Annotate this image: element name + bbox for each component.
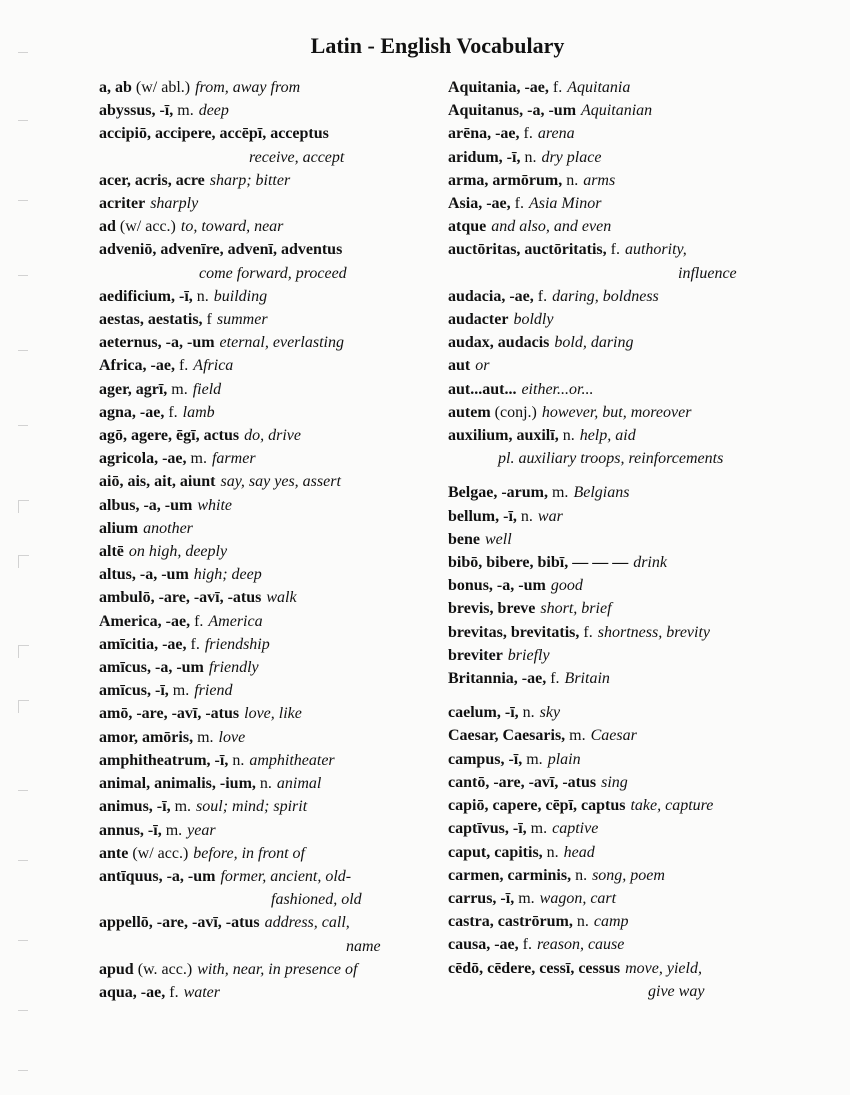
definition: summer (216, 311, 268, 329)
vocab-entry (99, 285, 439, 308)
grammar-note: f (206, 311, 212, 329)
definition: head (563, 843, 595, 861)
headword: audacter (448, 311, 509, 329)
headword: apud (99, 960, 134, 978)
headword: appellō, -are, -avī, -atus (99, 914, 260, 932)
headword: causa, -ae, (448, 936, 519, 954)
vocab-entry (99, 99, 439, 122)
headword: agricola, -ae, (99, 450, 187, 468)
definition-continuation: give way (648, 982, 705, 1000)
headword: Africa, -ae, (99, 357, 175, 375)
definition: Aquitanian (581, 102, 653, 120)
vocab-entry (99, 679, 439, 702)
headword: brevitas, brevitatis, (448, 623, 580, 641)
definition: another (143, 519, 193, 537)
margin-tick (18, 790, 28, 791)
definition: on high, deeply (128, 543, 228, 561)
headword: bene (448, 530, 480, 548)
vocab-entry (448, 817, 788, 840)
grammar-note: m. (177, 102, 194, 120)
headword: caelum, -ī, (448, 704, 519, 722)
vocab-entry (448, 667, 788, 690)
definition: eternal, everlasting (219, 334, 344, 352)
headword: adveniō, advenīre, advenī, adventus (99, 241, 343, 259)
definition: walk (266, 589, 297, 607)
headword: albus, -a, -um (99, 496, 193, 514)
headword: aqua, -ae, (99, 983, 166, 1001)
grammar-note: n. (259, 775, 272, 793)
headword: auxilium, auxilī, (448, 427, 559, 445)
vocab-entry (448, 354, 788, 377)
vocab-entry (99, 215, 439, 238)
vocab-entry (99, 494, 439, 517)
headword: arēna, -ae, (448, 125, 520, 143)
grammar-note: (conj.) (494, 403, 537, 421)
vocab-entry (448, 528, 788, 551)
margin-tick (18, 275, 28, 276)
definition: love, like (244, 705, 302, 723)
definition: with, near, in presence of (197, 960, 358, 978)
vocab-entry (448, 771, 788, 794)
definition-continuation: pl. auxiliary troops, reinforcements (498, 450, 724, 468)
definition: friendly (208, 659, 259, 677)
grammar-note: f. (523, 125, 533, 143)
vocab-entry (99, 865, 439, 888)
vocab-entry (99, 772, 439, 795)
headword: amphitheatrum, -ī, (99, 751, 229, 769)
vocab-entry (448, 841, 788, 864)
headword: amīcus, -ī, (99, 682, 169, 700)
definition: field (192, 380, 222, 398)
definition: captive (552, 820, 599, 838)
grammar-note: n. (522, 704, 535, 722)
headword: amīcus, -a, -um (99, 659, 204, 677)
definition: to, toward, near (180, 218, 284, 236)
definition: short, brief (540, 600, 612, 618)
definition: however, but, moreover (541, 403, 692, 421)
vocab-entry (448, 597, 788, 620)
definition: farmer (211, 450, 256, 468)
headword: Asia, -ae, (448, 195, 511, 213)
definition: before, in front of (193, 844, 305, 862)
vocab-entry (99, 447, 439, 470)
definition: do, drive (244, 427, 301, 445)
definition: America (208, 612, 263, 630)
definition: authority, (624, 241, 687, 259)
headword: castra, castrōrum, (448, 913, 573, 931)
vocab-entry (448, 574, 788, 597)
grammar-note: n. (576, 913, 589, 931)
grammar-note: f. (169, 983, 179, 1001)
grammar-note: m. (190, 450, 207, 468)
vocab-entry (99, 354, 439, 377)
vocab-entry (99, 308, 439, 331)
headword: arma, armōrum, (448, 171, 563, 189)
headword: animus, -ī, (99, 798, 171, 816)
definition: friend (194, 682, 233, 700)
definition: briefly (507, 646, 550, 664)
vocab-entry (448, 864, 788, 887)
headword: breviter (448, 646, 503, 664)
vocab-entry (448, 76, 788, 99)
definition: arms (583, 171, 616, 189)
grammar-note: n. (546, 843, 559, 861)
definition: Caesar (590, 727, 637, 745)
margin-tick (18, 555, 29, 568)
vocab-entry (448, 146, 788, 169)
headword: bonus, -a, -um (448, 577, 546, 595)
definition: from, away from (195, 79, 301, 96)
headword: ad (99, 218, 116, 236)
vocab-entry (99, 586, 439, 609)
definition: or (475, 357, 490, 375)
vocab-entry (99, 122, 439, 145)
definition-continuation: receive, accept (249, 148, 345, 166)
headword: caput, capitis, (448, 843, 543, 861)
vocab-entry (448, 724, 788, 747)
grammar-note: m. (174, 798, 192, 816)
margin-tick (18, 350, 28, 351)
headword: autem (448, 403, 491, 421)
margin-tick (18, 500, 29, 513)
definition: well (485, 530, 512, 548)
vocab-entry (448, 401, 788, 424)
headword: altē (99, 543, 124, 561)
headword: animal, animalis, -ium, (99, 775, 256, 793)
vocab-entry (99, 424, 439, 447)
definition: plain (547, 750, 581, 768)
definition: animal (276, 775, 322, 793)
headword: aut...aut... (448, 380, 517, 398)
headword: Britannia, -ae, (448, 670, 547, 688)
headword: Aquitania, -ae, (448, 79, 549, 96)
grammar-note: n. (196, 287, 209, 305)
headword: antīquus, -a, -um (99, 867, 216, 885)
headword: amīcitia, -ae, (99, 635, 187, 653)
headword: aut (448, 357, 471, 375)
grammar-note: n. (520, 507, 533, 525)
definition: song, poem (592, 866, 665, 884)
definition: building (213, 287, 268, 305)
grammar-note: m. (165, 821, 183, 839)
headword: captīvus, -ī, (448, 820, 527, 838)
grammar-note: m. (530, 820, 548, 838)
vocab-entry (448, 957, 788, 980)
vocab-entry (99, 331, 439, 354)
definition-continuation: fashioned, old (271, 891, 362, 909)
vocab-entry (99, 192, 439, 215)
grammar-note: f. (610, 241, 620, 259)
vocab-entry (99, 842, 439, 865)
vocab-entry (99, 981, 439, 1004)
vocab-entry (99, 470, 439, 493)
definition: daring, boldness (552, 287, 659, 305)
definition: take, capture (630, 797, 714, 815)
vocab-entry (448, 99, 788, 122)
vocab-entry (99, 726, 439, 749)
grammar-note: n. (232, 751, 245, 769)
headword: bibō, bibere, bibī, — — — (448, 554, 629, 572)
definition: amphitheater (249, 751, 335, 769)
headword: amō, -are, -avī, -atus (99, 705, 240, 723)
vocab-entry (448, 644, 788, 667)
definition: lamb (182, 403, 215, 421)
vocab-entry (99, 401, 439, 424)
margin-tick (18, 425, 28, 426)
margin-tick (18, 940, 28, 941)
grammar-note: n. (524, 148, 537, 166)
definition: love (218, 728, 246, 746)
vocab-entry (448, 122, 788, 145)
headword: cēdō, cēdere, cessī, cessus (448, 959, 621, 977)
definition: deep (198, 102, 229, 120)
vocab-entry (99, 795, 439, 818)
margin-tick (18, 700, 29, 713)
definition: sky (539, 704, 561, 722)
vocab-entry (448, 481, 788, 504)
grammar-note: m. (171, 380, 188, 398)
vocab-entry (99, 238, 439, 261)
binder-edge-marks (18, 0, 32, 1095)
vocab-entry (448, 933, 788, 956)
grammar-note: (w/ acc.) (132, 844, 189, 862)
margin-tick (18, 860, 28, 861)
vocab-entry (448, 551, 788, 574)
headword: bellum, -ī, (448, 507, 517, 525)
definition: address, call, (264, 914, 350, 932)
vocab-entry (448, 887, 788, 910)
vocab-entry (99, 749, 439, 772)
definition: arena (537, 125, 575, 143)
vocab-entry (448, 308, 788, 331)
definition: good (550, 577, 583, 595)
definition: bold, daring (554, 334, 634, 352)
vocab-entry (448, 238, 788, 261)
definition: water (183, 983, 221, 1001)
grammar-note: n. (566, 171, 579, 189)
grammar-note: m. (197, 728, 214, 746)
grammar-note: m. (569, 727, 586, 745)
vocab-entry (448, 621, 788, 644)
headword: annus, -ī, (99, 821, 162, 839)
grammar-note: f. (550, 670, 560, 688)
grammar-note: (w/ abl.) (135, 79, 191, 96)
headword: campus, -ī, (448, 750, 523, 768)
definition: soul; mind; spirit (196, 798, 308, 816)
vocab-entry (448, 794, 788, 817)
vocab-entry (99, 169, 439, 192)
margin-tick (18, 1010, 28, 1011)
vocab-entry (448, 505, 788, 528)
vocab-entry (99, 563, 439, 586)
grammar-note: f. (178, 357, 189, 375)
headword: accipiō, accipere, accēpī, acceptus (99, 125, 329, 143)
vocab-entry (99, 656, 439, 679)
vocab-entry (448, 424, 788, 447)
definition: Britain (564, 670, 610, 688)
headword: ambulō, -are, -avī, -atus (99, 589, 262, 607)
headword: cantō, -are, -avī, -atus (448, 773, 597, 791)
grammar-note: f. (190, 635, 200, 653)
definition: Africa (193, 357, 234, 375)
definition: war (537, 507, 563, 525)
headword: agō, agere, ēgī, actus (99, 427, 240, 445)
headword: ante (99, 844, 129, 862)
headword: abyssus, -ī, (99, 102, 174, 120)
definition-continuation: influence (678, 264, 737, 282)
headword: altus, -a, -um (99, 566, 189, 584)
definition: either...or... (521, 380, 594, 398)
vocab-entry (99, 517, 439, 540)
vocab-entry (99, 702, 439, 725)
headword: atque (448, 218, 487, 236)
margin-tick (18, 645, 29, 658)
vocab-entry (448, 748, 788, 771)
definition: help, aid (579, 427, 636, 445)
definition: move, yield, (625, 959, 702, 977)
definition: sharp; bitter (209, 171, 291, 189)
vocab-entry (448, 169, 788, 192)
headword: Aquitanus, -a, -um (448, 102, 577, 120)
headword: audacia, -ae, (448, 287, 534, 305)
headword: alium (99, 519, 139, 537)
vocab-column-right (448, 76, 788, 1003)
headword: carmen, carminis, (448, 866, 572, 884)
grammar-note: f. (522, 936, 532, 954)
definition: Aquitania (567, 79, 631, 96)
definition: high; deep (193, 566, 262, 584)
headword: capiō, capere, cēpī, captus (448, 797, 626, 815)
grammar-note: f. (514, 195, 524, 213)
grammar-note: f. (537, 287, 548, 305)
definition: friendship (204, 635, 270, 653)
headword: ager, agrī, (99, 380, 168, 398)
definition: and also, and even (491, 218, 612, 236)
vocab-entry (448, 331, 788, 354)
definition: camp (593, 913, 629, 931)
vocab-entry (99, 819, 439, 842)
definition: say, say yes, assert (220, 473, 341, 491)
headword: aiō, ais, ait, aiunt (99, 473, 216, 491)
definition: shortness, brevity (597, 623, 711, 641)
vocab-entry (448, 192, 788, 215)
headword: aedificium, -ī, (99, 287, 193, 305)
definition: Belgians (573, 484, 630, 502)
grammar-note: f. (168, 403, 178, 421)
page-title: Latin - English Vocabulary (310, 33, 565, 58)
headword: audax, audacis (448, 334, 550, 352)
grammar-note: f. (583, 623, 593, 641)
grammar-note: (w/ acc.) (119, 218, 176, 236)
definition: year (187, 821, 216, 839)
vocab-entry (99, 633, 439, 656)
headword: acriter (99, 195, 146, 213)
definition: boldly (513, 311, 554, 329)
vocab-entry (448, 701, 788, 724)
vocab-column-left (99, 76, 439, 1004)
vocab-entry (448, 215, 788, 238)
definition: sharply (150, 195, 199, 213)
headword: agna, -ae, (99, 403, 165, 421)
headword: aeternus, -a, -um (99, 334, 215, 352)
headword: aridum, -ī, (448, 148, 521, 166)
definition: former, ancient, old- (220, 867, 352, 885)
headword: Belgae, -arum, (448, 484, 548, 502)
headword: acer, acris, acre (99, 171, 205, 189)
vocab-entry (448, 285, 788, 308)
grammar-note: m. (551, 484, 569, 502)
grammar-note: f. (194, 612, 204, 630)
vocab-entry (448, 378, 788, 401)
grammar-note: n. (575, 866, 588, 884)
headword: America, -ae, (99, 612, 191, 630)
vocab-entry (99, 378, 439, 401)
grammar-note: m. (172, 682, 190, 700)
grammar-note: (w. acc.) (137, 960, 193, 978)
definition: dry place (541, 148, 602, 166)
vocab-entry (99, 540, 439, 563)
definition: Asia Minor (528, 195, 602, 213)
definition-continuation: come forward, proceed (199, 264, 347, 282)
grammar-note: m. (518, 889, 535, 907)
margin-tick (18, 1070, 28, 1071)
headword: Caesar, Caesaris, (448, 727, 566, 745)
headword: brevis, breve (448, 600, 536, 618)
grammar-note: f. (552, 79, 563, 96)
definition-continuation: name (346, 937, 381, 955)
definition: reason, cause (536, 936, 625, 954)
vocab-entry (99, 610, 439, 633)
vocab-entry (99, 958, 439, 981)
grammar-note: m. (526, 750, 543, 768)
definition: drink (633, 554, 667, 572)
definition: sing (601, 773, 628, 791)
definition: wagon, cart (539, 889, 617, 907)
headword: auctōritas, auctōritatis, (448, 241, 607, 259)
vocab-entry (99, 76, 439, 99)
headword: a, ab (99, 79, 132, 96)
vocab-entry (448, 910, 788, 933)
headword: amor, amōris, (99, 728, 194, 746)
vocab-entry (99, 911, 439, 934)
headword: aestas, aestatis, (99, 311, 203, 329)
headword: carrus, -ī, (448, 889, 515, 907)
definition: white (197, 496, 233, 514)
margin-tick (18, 120, 28, 121)
margin-tick (18, 200, 28, 201)
grammar-note: n. (562, 427, 575, 445)
